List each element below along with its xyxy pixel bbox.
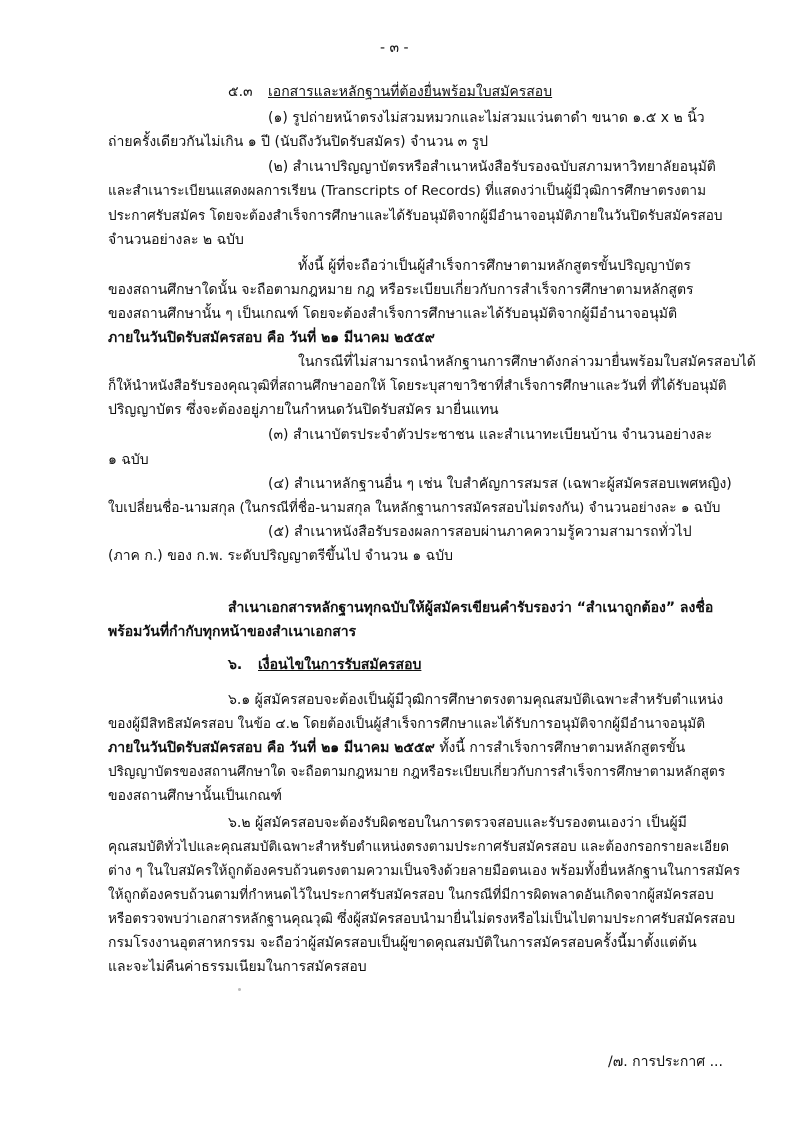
paragraph-6-2-line: กรมโรงงานอุตสาหกรรม จะถือว่าผู้สมัครสอบเป็นผู้ขาดคุณสมบัติในการสมัครสอบครั้งนี้มาตั้งแต่ต้น — [108, 935, 697, 951]
section-heading: เงื่อนไขในการรับสมัครสอบ — [258, 657, 422, 673]
item-2-line: (๒) สำเนาปริญญาบัตรหรือสำเนาหนังสือรับรองฉบับสภามหาวิทยาลัยอนุมัติ — [268, 159, 716, 175]
deadline-text: ภายในวันปิดรับสมัครสอบ คือ วันที่ ๒๑ มีนาคม ๒๕๕๙ — [108, 740, 435, 756]
item-3-line: ๑ ฉบับ — [108, 452, 149, 468]
page-number: - ๓ - — [380, 40, 409, 56]
scan-speck — [238, 988, 241, 991]
item-4-line: ใบเปลี่ยนชื่อ-นามสกุล (ในกรณีที่ชื่อ-นามสกุล ในหลักฐานการสมัครสอบไม่ตรงกัน) จำนวนอย่างละ ๑ ฉบับ — [108, 500, 721, 516]
certify-line: พร้อมวันที่กำกับทุกหน้าของสำเนาเอกสาร — [108, 624, 357, 640]
paragraph-6-1-line: ปริญญาบัตรของสถานศึกษาใด จะถือตามกฎหมาย กฎหรือระเบียบเกี่ยวกับการสำเร็จการศึกษาตามหลักสูตร — [108, 764, 726, 780]
item-2-line: ประกาศรับสมัคร โดยจะต้องสำเร็จการศึกษาและได้รับอนุมัติจากผู้มีอำนาจอนุมัติภายในวันปิดรับสมัครสอบ — [108, 208, 723, 224]
note-line: ก็ให้นำหนังสือรับรองคุณวุฒิที่สถานศึกษาออกให้ โดยระบุสาขาวิชาที่สำเร็จการศึกษาและวันที่ ที่ได้รับอนุมัติ — [108, 378, 727, 394]
item-3-line: (๓) สำเนาบัตรประจำตัวประชาชน และสำเนาทะเบียนบ้าน จำนวนอย่างละ — [268, 427, 713, 443]
certify-line: สำเนาเอกสารหลักฐานทุกฉบับให้ผู้สมัครเขียนคำรับรองว่า “สำเนาถูกต้อง” ลงชื่อ — [228, 600, 714, 616]
section-number: ๖. — [228, 657, 243, 673]
section-heading: เอกสารและหลักฐานที่ต้องยื่นพร้อมใบสมัครสอบ — [268, 84, 553, 100]
paragraph-6-1-line: ๖.๑ ผู้สมัครสอบจะต้องเป็นผู้มีวุฒิการศึกษาตรงตามคุณสมบัติเฉพาะสำหรับตำแหน่ง — [228, 692, 724, 708]
paragraph-6-2-line: หรือตรวจพบว่าเอกสารหลักฐานคุณวุฒิ ซึ่งผู้สมัครสอบนำมายื่นไม่ตรงหรือไม่เป็นไปตามประกาศรับสมัครสอบ — [108, 911, 736, 927]
paragraph-6-2-line: ต่าง ๆ ในใบสมัครให้ถูกต้องครบถ้วนตรงตามความเป็นจริงด้วยลายมือตนเอง พร้อมทั้งยื่นหลักฐานในการสมัคร — [108, 863, 741, 879]
item-4-line: (๔) สำเนาหลักฐานอื่น ๆ เช่น ใบสำคัญการสมรส (เฉพาะผู้สมัครสอบเพศหญิง) — [268, 476, 732, 492]
note-line: ของสถานศึกษานั้น ๆ เป็นเกณฑ์ โดยจะต้องสำเร็จการศึกษาและได้รับอนุมัติจากผู้มีอำนาจอนุมัติ — [108, 306, 678, 322]
paragraph-6-2-line: ให้ถูกต้องครบถ้วนตามที่กำหนดไว้ในประกาศรับสมัครสอบ ในกรณีที่มีการผิดพลาดอันเกิดจากผู้สมัครสอบ — [108, 887, 714, 903]
note-line: ทั้งนี้ ผู้ที่จะถือว่าเป็นผู้สำเร็จการศึกษาตามหลักสูตรขั้นปริญญาบัตร — [298, 258, 691, 274]
item-2-line: และสำเนาระเบียนแสดงผลการเรียน (Transcripts of Records) ที่แสดงว่าเป็นผู้มีวุฒิการศึกษาตรงตาม — [108, 183, 707, 199]
note-line: ในกรณีที่ไม่สามารถนำหลักฐานการศึกษาดังกล่าวมายื่นพร้อมใบสมัครสอบได้ — [298, 354, 756, 370]
paragraph-6-2-line: และจะไม่คืนค่าธรรมเนียมในการสมัครสอบ — [108, 959, 367, 975]
item-2-line: จำนวนอย่างละ ๒ ฉบับ — [108, 232, 244, 248]
item-5-line: (๕) สำเนาหนังสือรับรองผลการสอบผ่านภาคความรู้ความสามารถทั่วไป — [268, 524, 692, 540]
continuation-footer: /๗. การประกาศ ... — [608, 1054, 723, 1070]
note-line: ของสถานศึกษาใดนั้น จะถือตามกฎหมาย กฎ หรือระเบียบเกี่ยวกับการสำเร็จการศึกษาตามหลักสูตร — [108, 282, 694, 298]
item-5-line: (ภาค ก.) ของ ก.พ. ระดับปริญญาตรีขึ้นไป จำนวน ๑ ฉบับ — [108, 548, 453, 564]
deadline-line: ภายในวันปิดรับสมัครสอบ คือ วันที่ ๒๑ มีนาคม ๒๕๕๙ — [108, 330, 435, 346]
item-1-line: ถ่ายครั้งเดียวกันไม่เกิน ๑ ปี (นับถึงวันปิดรับสมัคร) จำนวน ๓ รูป — [108, 134, 489, 150]
paragraph-6-1-line: ของผู้มีสิทธิสมัครสอบ ในข้อ ๔.๒ โดยต้องเป็นผู้สำเร็จการศึกษาและได้รับการอนุมัติจากผู้มีอำนาจอนุมัติ — [108, 716, 706, 732]
note-line: ปริญญาบัตร ซึ่งจะต้องอยู่ภายในกำหนดวันปิดรับสมัคร มายื่นแทน — [108, 402, 499, 418]
paragraph-text: ทั้งนี้ การสำเร็จการศึกษาตามหลักสูตรขั้น — [434, 740, 686, 756]
section-number: ๕.๓ — [228, 84, 253, 100]
paragraph-6-1-line — [108, 738, 685, 760]
item-1-line: (๑) รูปถ่ายหน้าตรงไม่สวมหมวกและไม่สวมแว่นตาดำ ขนาด ๑.๕ x ๒ นิ้ว — [268, 110, 705, 126]
paragraph-6-2-line: ๖.๒ ผู้สมัครสอบจะต้องรับผิดชอบในการตรวจสอบและรับรองตนเองว่า เป็นผู้มี — [228, 815, 687, 831]
paragraph-6-1-line: ของสถานศึกษานั้นเป็นเกณฑ์ — [108, 788, 282, 804]
paragraph-6-2-line: คุณสมบัติทั่วไปและคุณสมบัติเฉพาะสำหรับตำแหน่งตรงตามประกาศรับสมัครสอบ และต้องกรอกรายละเอียด — [108, 839, 730, 855]
